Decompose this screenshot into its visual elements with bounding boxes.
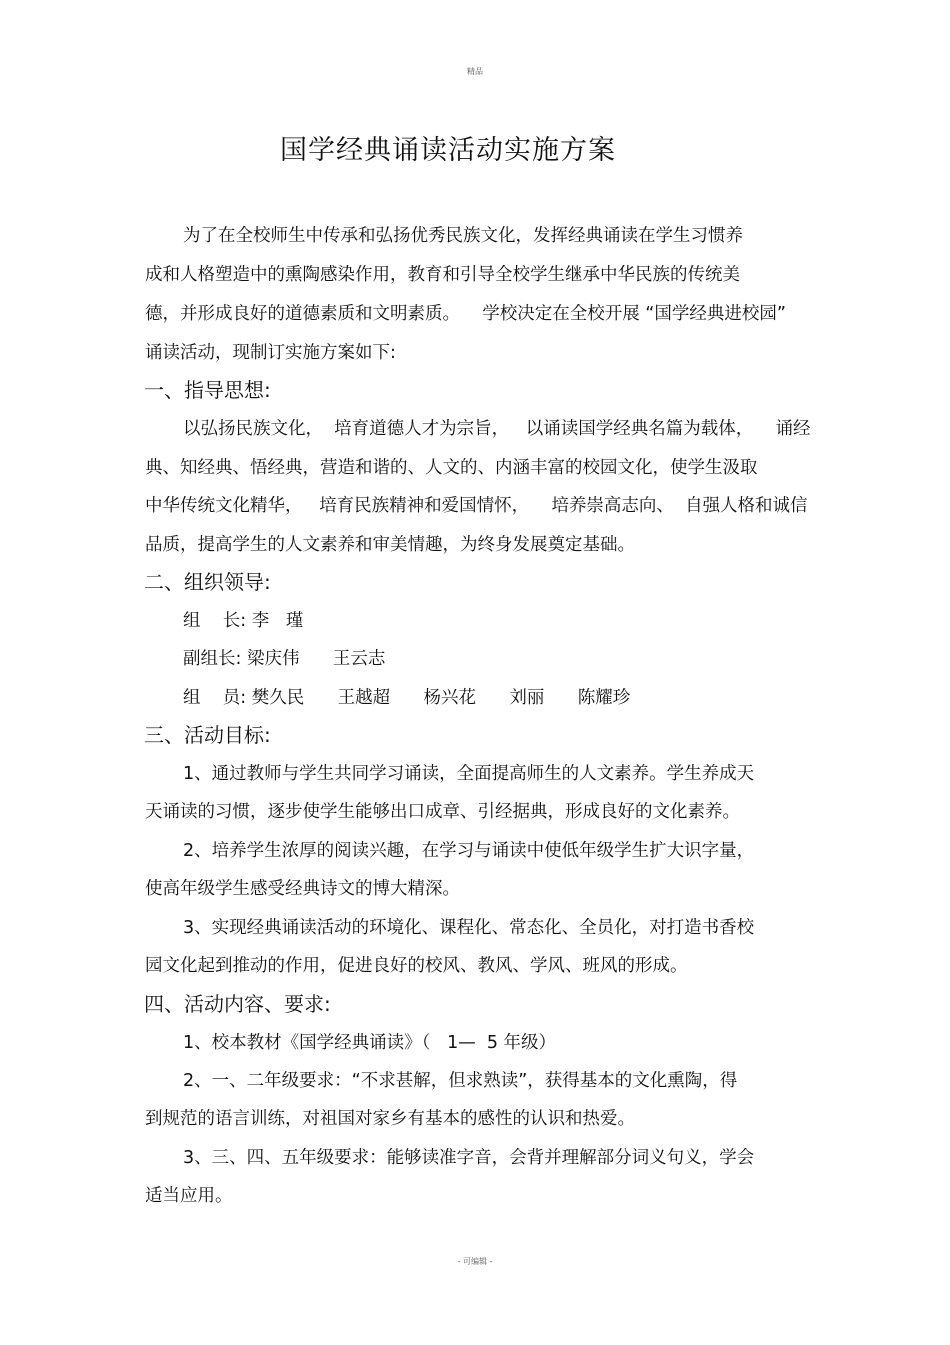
section-line: 2、一、二年级要求：“不求甚解，但求熟读”，获得基本的文化熏陶，得 — [183, 1071, 738, 1091]
section-line: 园文化起到推动的作用，促进良好的校风、教风、学风、班风的形成。 — [145, 956, 688, 976]
section-line: 使高年级学生感受经典诗文的博大精深。 — [145, 879, 460, 899]
section-line: 1、校本教材《国学经典诵读》（ 1— 5 年级） — [183, 1033, 557, 1053]
section-line: 中华传统文化精华， 培育民族精神和爱国情怀， 培养崇高志向、 自强人格和诚信 — [145, 496, 808, 516]
section-line: 1、通过教师与学生共同学习诵读，全面提高师生的人文素养。学生养成天 — [183, 764, 755, 784]
section-line: 品质，提高学生的人文素养和审美情趣，为终身发展奠定基础。 — [145, 535, 635, 555]
leader-line: 组 长: 李 瑾 — [183, 611, 304, 631]
intro-line: 为了在全校师生中传承和弘扬优秀民族文化，发挥经典诵读在学生习惯养 — [183, 226, 743, 246]
section-line: 到规范的语言训练，对祖国对家乡有基本的感性的认识和热爱。 — [145, 1109, 635, 1129]
intro-line: 诵读活动，现制订实施方案如下: — [145, 343, 396, 363]
members-line: 组 员: 樊久民 王越超 杨兴花 刘丽 陈耀珍 — [183, 688, 631, 708]
deputy-leader-line: 副组长: 梁庆伟 王云志 — [183, 649, 386, 669]
section-heading: 二、组织领导: — [144, 570, 271, 594]
intro-line: 德，并形成良好的道德素质和文明素质。 学校决定在全校开展 “国学经典进校园” — [145, 304, 786, 324]
section-line: 以弘扬民族文化， 培育道德人才为宗旨， 以诵读国学经典名篇为载体， 诵经 — [183, 419, 811, 439]
section-line: 2、培养学生浓厚的阅读兴趣，在学习与诵读中使低年级学生扩大识字量， — [183, 841, 755, 861]
section-line: 典、知经典、悟经典，营造和谐的、人文的、内涵丰富的校园文化，使学生汲取 — [145, 458, 758, 478]
section-heading: 一、指导思想: — [144, 378, 271, 402]
section-line: 3、实现经典诵读活动的环境化、课程化、常态化、全员化，对打造书香校 — [183, 918, 755, 938]
section-heading: 四、活动内容、要求: — [144, 992, 331, 1016]
section-line: 天诵读的习惯，逐步使学生能够出口成章、引经据典，形成良好的文化素养。 — [145, 802, 740, 822]
document-title: 国学经典诵读活动实施方案 — [280, 135, 616, 166]
footer-mark: - 可编辑 - — [457, 1257, 493, 1266]
intro-line: 成和人格塑造中的熏陶感染作用，教育和引导全校学生继承中华民族的传统美 — [145, 265, 740, 285]
section-heading: 三、活动目标: — [144, 723, 271, 747]
section-line: 适当应用。 — [145, 1186, 233, 1206]
header-mark: 精品 — [467, 67, 483, 76]
section-line: 3、三、四、五年级要求：能够读准字音，会背并理解部分词义句义，学会 — [183, 1148, 755, 1168]
